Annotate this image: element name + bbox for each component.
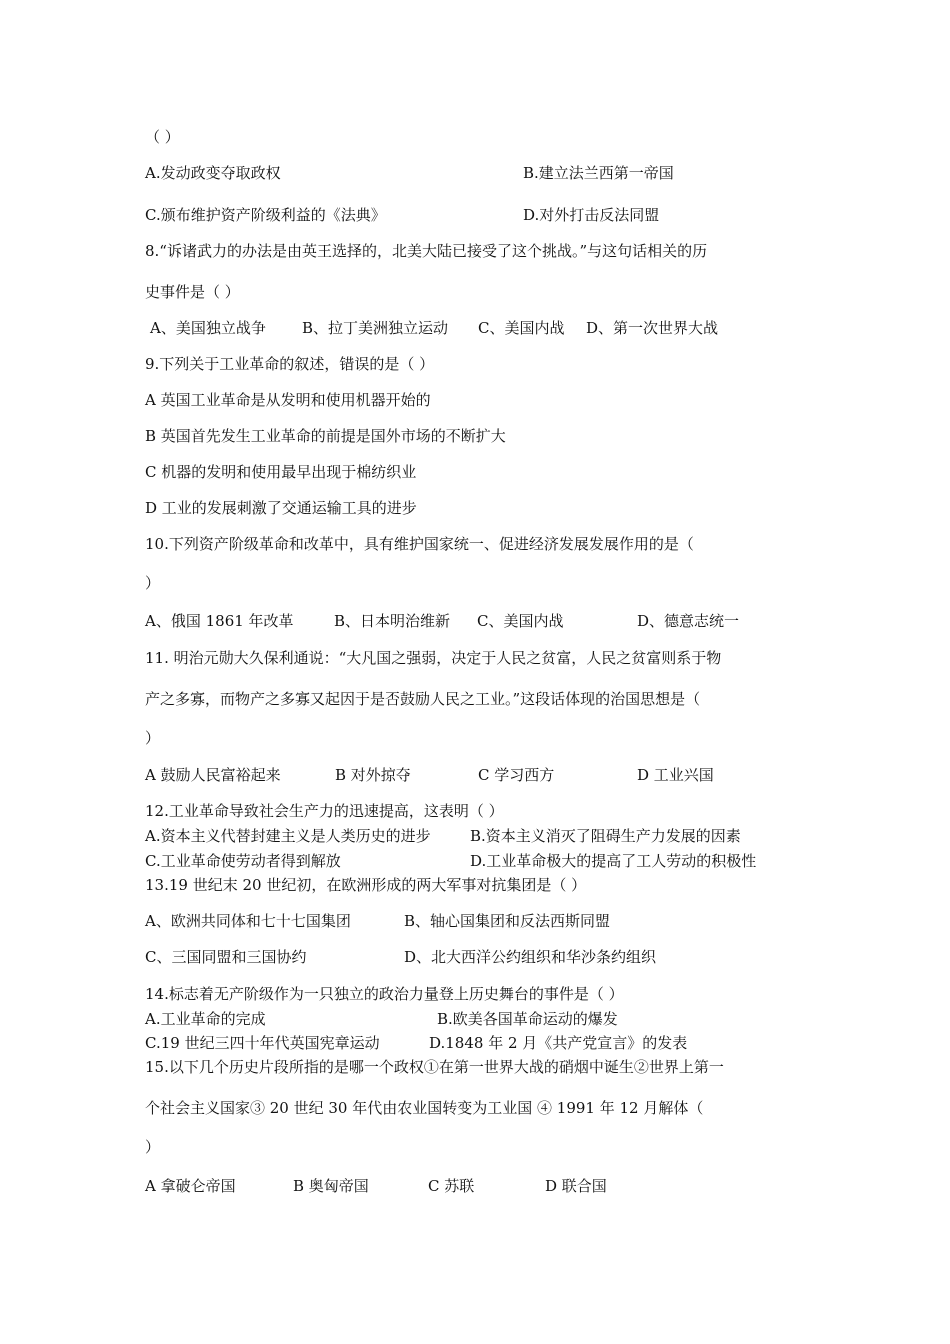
q7-option-b: B.建立法兰西第一帝国: [523, 164, 674, 182]
q10-stem-line1: 10.下列资产阶级革命和改革中，具有维护国家统一、促进经济发展发展作用的是（: [145, 535, 694, 553]
q13-option-d: D、北大西洋公约组织和华沙条约组织: [404, 948, 657, 966]
q8-option-d: D、第一次世界大战: [586, 319, 719, 337]
q11-stem-line1: 11. 明治元勋大久保利通说：“大凡国之强弱，决定于人民之贫富，人民之贫富则系于物: [145, 649, 722, 667]
q10-stem-line2: ）: [145, 574, 161, 592]
q9-option-c: C 机器的发明和使用最早出现于棉纺织业: [145, 463, 417, 481]
q12-option-c: C.工业革命使劳动者得到解放: [145, 852, 341, 870]
q14-option-c: C.19 世纪三四十年代英国宪章运动: [145, 1034, 380, 1052]
q7-option-d: D.对外打击反法同盟: [523, 206, 660, 224]
q12-option-d: D.工业革命极大的提高了工人劳动的积极性: [470, 852, 757, 870]
q11-stem-line2: 产之多寡，而物产之多寡又起因于是否鼓励人民之工业。”这段话体现的治国思想是（: [145, 690, 701, 708]
q8-option-a: A、美国独立战争: [150, 319, 266, 337]
q13-stem: 13.19 世纪末 20 世纪初，在欧洲形成的两大军事对抗集团是（ ）: [145, 876, 587, 894]
q11-option-c: C 学习西方: [478, 766, 555, 784]
q13-option-b: B、轴心国集团和反法西斯同盟: [404, 912, 611, 930]
q13-option-c: C、三国同盟和三国协约: [145, 948, 307, 966]
q15-stem-line1: 15.以下几个历史片段所指的是哪一个政权①在第一世界大战的硝烟中诞生②世界上第一: [145, 1058, 724, 1076]
q7-paren: （ ）: [145, 128, 180, 146]
q8-stem-line1: 8.“诉诸武力的办法是由英王选择的，北美大陆已接受了这个挑战。”与这句话相关的历: [145, 242, 708, 260]
q11-option-a: A 鼓励人民富裕起来: [145, 766, 281, 784]
q11-option-b: B 对外掠夺: [335, 766, 411, 784]
q12-option-b: B.资本主义消灭了阻碍生产力发展的因素: [470, 827, 741, 845]
q10-option-a: A、俄国 1861 年改革: [145, 612, 294, 630]
q9-option-d: D 工业的发展刺激了交通运输工具的进步: [145, 499, 417, 517]
q15-option-d: D 联合国: [545, 1177, 607, 1195]
q9-stem: 9.下列关于工业革命的叙述，错误的是（ ）: [145, 355, 435, 373]
q11-option-d: D 工业兴国: [637, 766, 714, 784]
q15-stem-line2: 个社会主义国家③ 20 世纪 30 年代由农业国转变为工业国 ④ 1991 年 12 月解体（: [145, 1099, 704, 1117]
q11-stem-line3: ）: [145, 729, 161, 747]
q8-option-c: C、美国内战: [478, 319, 565, 337]
q9-option-a: A 英国工业革命是从发明和使用机器开始的: [145, 391, 431, 409]
q15-option-c: C 苏联: [428, 1177, 475, 1195]
q15-stem-line3: ）: [145, 1138, 161, 1156]
q10-option-c: C、美国内战: [477, 612, 564, 630]
q8-option-b: B、拉丁美洲独立运动: [302, 319, 449, 337]
q9-option-b: B 英国首先发生工业革命的前提是国外市场的不断扩大: [145, 427, 506, 445]
q15-option-a: A 拿破仑帝国: [145, 1177, 236, 1195]
q7-option-a: A.发动政变夺取政权: [145, 164, 281, 182]
q12-option-a: A.资本主义代替封建主义是人类历史的进步: [145, 827, 431, 845]
q14-option-d: D.1848 年 2 月《共产党宣言》的发表: [429, 1034, 688, 1052]
q15-option-b: B 奥匈帝国: [293, 1177, 369, 1195]
q14-stem: 14.标志着无产阶级作为一只独立的政治力量登上历史舞台的事件是（ ）: [145, 985, 624, 1003]
q7-option-c: C.颁布维护资产阶级利益的《法典》: [145, 206, 386, 224]
q12-stem: 12.工业革命导致社会生产力的迅速提高，这表明（ ）: [145, 802, 504, 820]
q13-option-a: A、欧洲共同体和七十七国集团: [145, 912, 351, 930]
q14-option-a: A.工业革命的完成: [145, 1010, 266, 1028]
q14-option-b: B.欧美各国革命运动的爆发: [437, 1010, 618, 1028]
q10-option-d: D、德意志统一: [637, 612, 740, 630]
q8-stem-line2: 史事件是（ ）: [145, 283, 240, 301]
q10-option-b: B、日本明治维新: [334, 612, 451, 630]
